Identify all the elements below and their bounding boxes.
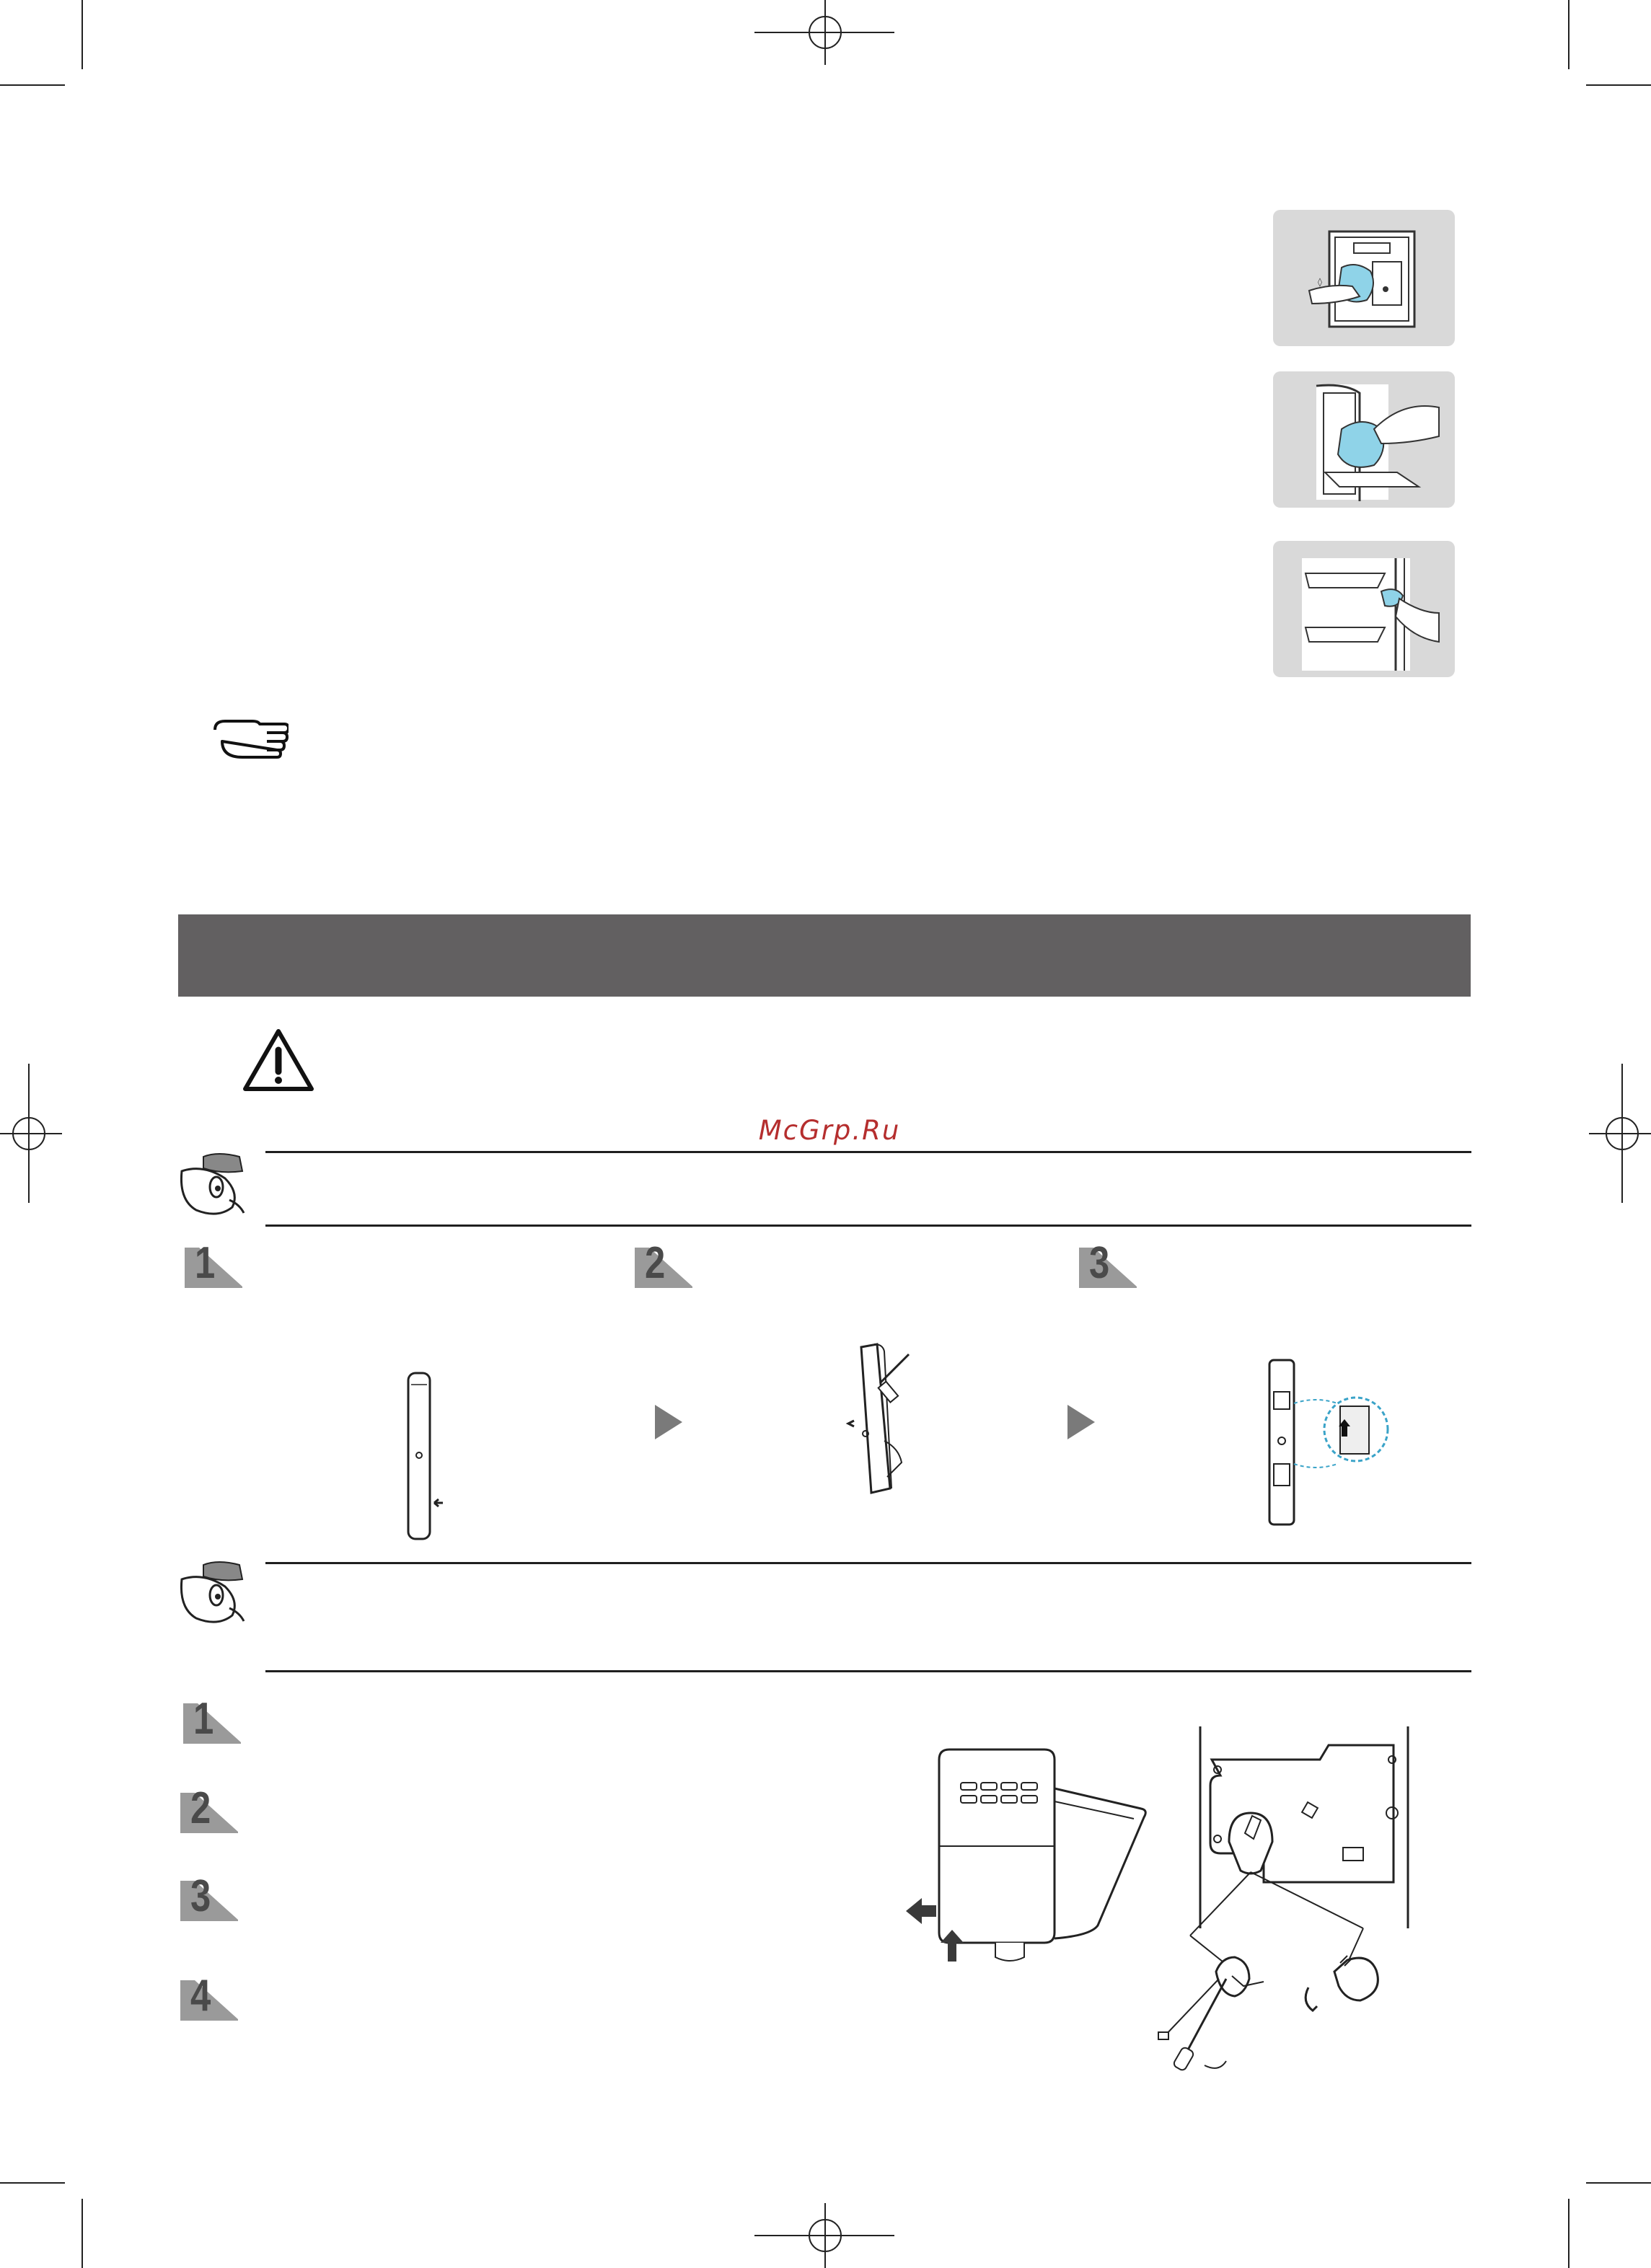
light-cover-screwdriver-image [837,1340,923,1513]
note-mascot-icon [175,1150,254,1217]
next-arrow-icon [1067,1405,1095,1439]
light-cover-closed-image [395,1370,453,1543]
svg-text:◊: ◊ [1318,277,1322,287]
light-bulb-access-image [1248,1356,1406,1529]
step-badge-b4: 4 [180,1974,238,2021]
note-mascot-icon [175,1558,254,1625]
step-badge-a2: 2 [635,1242,692,1288]
door-bin-cleaning-image [1273,541,1455,677]
step-badge-a1: 1 [185,1242,242,1288]
pointing-hand-icon [209,717,289,760]
dispenser-cleaning-image [1273,210,1455,346]
watermark-text: McGrp.Ru [758,1115,901,1146]
step-badge-b1: 1 [183,1698,241,1744]
lamp-bracket-image [1154,1719,1421,2080]
crisper-cover-image [894,1745,1154,1983]
section-banner [178,914,1471,997]
next-arrow-icon [655,1405,682,1439]
shelf-cleaning-image [1273,371,1455,508]
note-rule-bottom-b [265,1670,1471,1672]
step-badge-b3: 3 [180,1875,238,1921]
note-rule-top-b [265,1562,1471,1564]
warning-triangle-icon [241,1027,316,1095]
step-badge-a3: 3 [1079,1242,1137,1288]
note-rule-top-a [265,1151,1471,1153]
step-badge-b2: 2 [180,1787,238,1833]
note-rule-bottom-a [265,1225,1471,1227]
